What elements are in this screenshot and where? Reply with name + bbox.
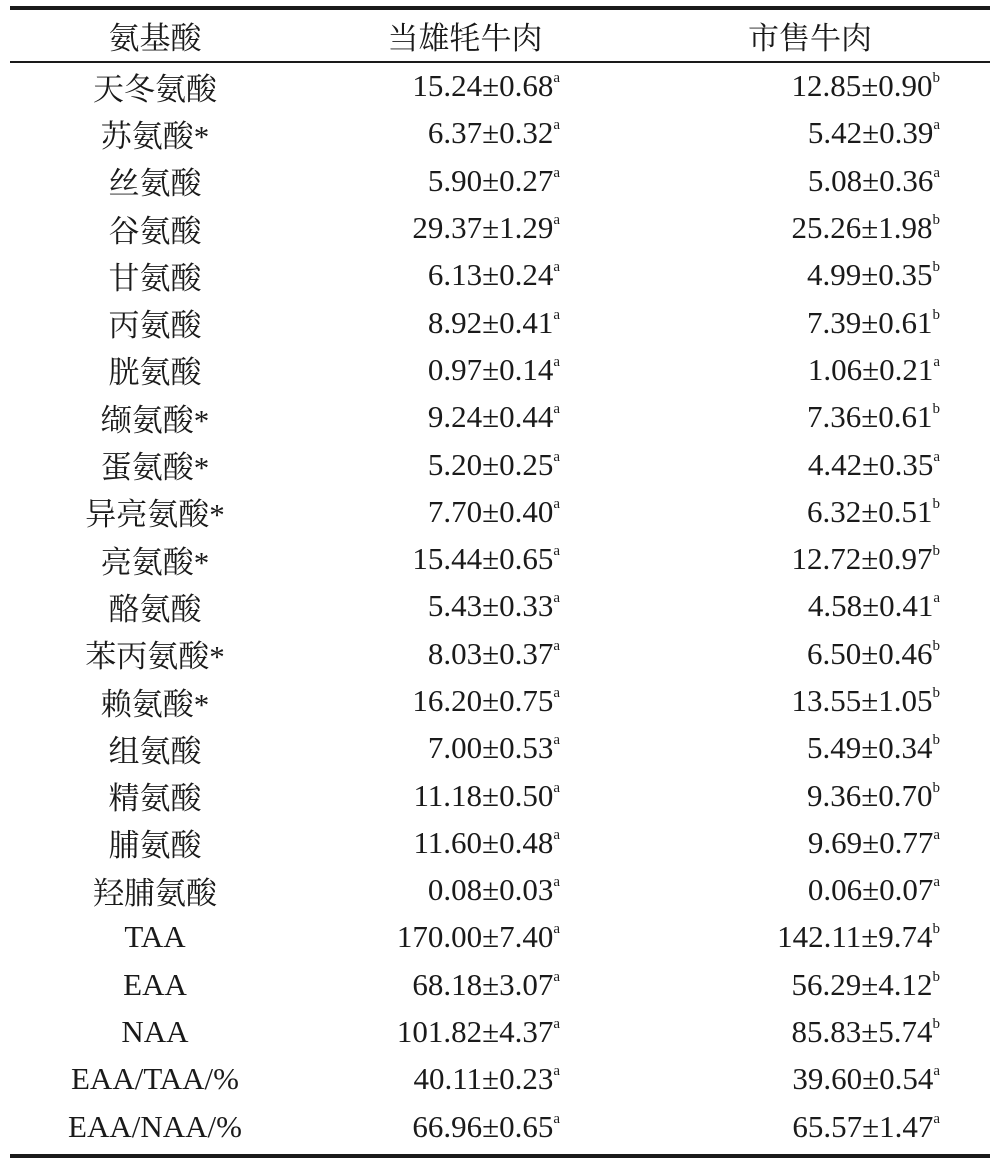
amino-acid-name: 精氨酸 — [108, 781, 202, 817]
amino-acid-name: TAA — [124, 919, 186, 955]
yak-value: 15.24±0.68 — [412, 68, 554, 104]
yak-significance-letter: a — [553, 1063, 560, 1080]
table-row — [10, 914, 990, 961]
yak-value-cell — [300, 257, 560, 293]
table-body — [10, 63, 990, 1151]
yak-significance-letter: a — [553, 164, 560, 181]
table-row — [10, 157, 990, 204]
amino-acid-name: 丝氨酸 — [108, 166, 202, 202]
table-row — [10, 441, 990, 488]
amino-acid-name: 赖氨酸* — [100, 686, 210, 722]
yak-value: 11.18±0.50 — [413, 777, 554, 813]
yak-value-cell — [300, 541, 560, 577]
amino-acid-name: 蛋氨酸* — [100, 450, 210, 486]
yak-value-cell — [300, 305, 560, 341]
table-row — [10, 204, 990, 251]
yak-significance-letter: a — [553, 306, 560, 323]
yak-value-cell — [300, 683, 560, 719]
table-row — [10, 1056, 990, 1103]
yak-value-cell — [300, 210, 560, 246]
yak-value: 9.24±0.44 — [427, 399, 554, 435]
yak-value-cell — [300, 352, 560, 388]
beef-significance-letter: b — [932, 306, 940, 323]
table-row — [10, 535, 990, 582]
beef-value-cell — [560, 967, 940, 1003]
table-row — [10, 110, 990, 157]
beef-value: 4.42±0.35 — [807, 446, 934, 482]
beef-significance-letter: a — [933, 826, 940, 843]
beef-value-cell — [560, 163, 940, 199]
amino-acid-name: 谷氨酸 — [108, 213, 202, 249]
beef-value: 7.36±0.61 — [806, 399, 933, 435]
amino-acid-name: 苏氨酸* — [100, 118, 210, 154]
beef-value-cell — [560, 636, 940, 672]
yak-value-cell — [300, 494, 560, 530]
yak-significance-letter: a — [553, 401, 560, 418]
yak-value: 0.08±0.03 — [427, 872, 554, 908]
beef-value-cell — [560, 730, 940, 766]
yak-value-cell — [300, 967, 560, 1003]
beef-value-cell — [560, 115, 940, 151]
table-row — [10, 346, 990, 393]
yak-significance-letter: a — [553, 921, 560, 938]
beef-value: 12.85±0.90 — [791, 68, 933, 104]
header-amino-acid: 氨基酸 — [108, 21, 202, 56]
yak-value: 8.03±0.37 — [427, 635, 554, 671]
table-row — [10, 299, 990, 346]
beef-significance-letter: b — [932, 685, 940, 701]
amino-acid-name: 天冬氨酸 — [93, 71, 217, 107]
header-dangxiong-yak: 当雄牦牛肉 — [387, 21, 543, 56]
beef-value-cell — [560, 210, 940, 246]
beef-significance-letter: a — [933, 353, 940, 370]
beef-value: 13.55±1.05 — [791, 683, 933, 718]
yak-significance-letter: a — [553, 826, 560, 843]
yak-value: 68.18±3.07 — [412, 966, 554, 1002]
beef-value: 85.83±5.74 — [791, 1014, 933, 1050]
beef-significance-letter: a — [933, 448, 940, 465]
table-header — [10, 10, 990, 61]
beef-value: 142.11±9.74 — [777, 919, 933, 955]
beef-value-cell — [560, 352, 940, 388]
yak-significance-letter: a — [553, 968, 560, 985]
beef-significance-letter: a — [933, 164, 940, 181]
beef-value-cell — [560, 541, 940, 577]
yak-significance-letter: a — [553, 353, 560, 370]
yak-value-cell — [300, 447, 560, 483]
beef-value-cell — [560, 447, 940, 483]
amino-acid-name: 脯氨酸 — [108, 828, 202, 864]
yak-value-cell — [300, 1014, 560, 1050]
table-row — [10, 772, 990, 819]
beef-value-cell — [560, 257, 940, 293]
yak-value-cell — [300, 825, 560, 861]
yak-significance-letter: a — [553, 1110, 560, 1127]
yak-value-cell — [300, 1109, 560, 1145]
table-row — [10, 252, 990, 299]
table-row — [10, 725, 990, 772]
beef-value: 12.72±0.97 — [791, 541, 933, 577]
beef-value-cell — [560, 1061, 940, 1097]
yak-value: 7.70±0.40 — [427, 493, 554, 529]
yak-value-cell — [300, 730, 560, 766]
beef-value-cell — [560, 825, 940, 861]
table-row — [10, 394, 990, 441]
beef-significance-letter: b — [932, 779, 940, 796]
yak-value: 66.96±0.65 — [412, 1108, 554, 1144]
beef-significance-letter: a — [933, 590, 940, 607]
beef-value: 25.26±1.98 — [791, 210, 933, 246]
amino-acid-name: EAA/TAA/% — [71, 1061, 239, 1097]
beef-significance-letter: b — [932, 968, 940, 985]
beef-value: 39.60±0.54 — [792, 1061, 934, 1097]
yak-value: 0.97±0.14 — [427, 351, 554, 387]
yak-value: 6.37±0.32 — [427, 115, 554, 151]
yak-value-cell — [300, 399, 560, 435]
beef-value: 65.57±1.47 — [792, 1108, 934, 1144]
yak-value: 16.20±0.75 — [412, 683, 554, 718]
beef-value-cell — [560, 1109, 940, 1145]
amino-acid-name: 组氨酸 — [108, 733, 202, 769]
amino-acid-name: 羟脯氨酸 — [93, 875, 217, 911]
yak-significance-letter: a — [553, 543, 560, 560]
amino-acid-name: 亮氨酸* — [100, 544, 210, 580]
table-row — [10, 867, 990, 914]
amino-acid-name: 异亮氨酸* — [85, 497, 225, 533]
beef-value: 0.06±0.07 — [807, 872, 934, 908]
amino-acid-name: 甘氨酸 — [108, 260, 202, 296]
table-row — [10, 1103, 990, 1150]
beef-significance-letter: a — [933, 117, 940, 134]
beef-value-cell — [560, 683, 940, 719]
amino-acid-name: EAA/NAA/% — [68, 1108, 242, 1144]
yak-value: 101.82±4.37 — [396, 1014, 554, 1050]
beef-significance-letter: b — [932, 732, 940, 749]
beef-value: 9.36±0.70 — [806, 777, 933, 813]
beef-value-cell — [560, 872, 940, 908]
beef-significance-letter: a — [933, 874, 940, 891]
yak-value: 7.00±0.53 — [427, 730, 554, 766]
amino-acid-name: NAA — [121, 1014, 189, 1050]
table-row — [10, 961, 990, 1008]
beef-value: 9.69±0.77 — [807, 824, 934, 860]
beef-value: 5.49±0.34 — [806, 730, 933, 766]
header-market-beef: 市售牛肉 — [748, 21, 872, 56]
beef-value-cell — [560, 494, 940, 530]
beef-value: 4.99±0.35 — [806, 257, 933, 293]
yak-value-cell — [300, 636, 560, 672]
yak-value-cell — [300, 778, 560, 814]
yak-value-cell — [300, 919, 560, 955]
table-row — [10, 583, 990, 630]
beef-value-cell — [560, 68, 940, 104]
yak-value-cell — [300, 163, 560, 199]
yak-value: 8.92±0.41 — [427, 304, 554, 340]
beef-significance-letter: b — [932, 495, 940, 512]
table-row — [10, 63, 990, 110]
yak-significance-letter: a — [553, 70, 560, 87]
table-row — [10, 819, 990, 866]
yak-significance-letter: a — [553, 685, 560, 701]
amino-acid-table — [10, 6, 990, 1158]
beef-value-cell — [560, 1014, 940, 1050]
beef-significance-letter: b — [932, 637, 940, 654]
beef-significance-letter: b — [932, 543, 940, 560]
yak-significance-letter: a — [553, 495, 560, 512]
yak-value: 29.37±1.29 — [412, 210, 554, 246]
beef-value-cell — [560, 399, 940, 435]
beef-value-cell — [560, 305, 940, 341]
amino-acid-name: 酪氨酸 — [108, 591, 202, 627]
yak-significance-letter: a — [553, 590, 560, 607]
beef-value-cell — [560, 778, 940, 814]
table-row — [10, 677, 990, 724]
yak-significance-letter: a — [553, 1016, 560, 1033]
beef-significance-letter: a — [933, 1063, 940, 1080]
yak-significance-letter: a — [553, 779, 560, 796]
beef-value: 1.06±0.21 — [807, 351, 934, 387]
yak-value: 170.00±7.40 — [396, 919, 554, 955]
amino-acid-name: 丙氨酸 — [108, 308, 202, 344]
beef-value: 5.08±0.36 — [807, 162, 934, 198]
beef-significance-letter: a — [933, 1110, 940, 1127]
yak-value: 5.20±0.25 — [427, 446, 554, 482]
beef-value: 56.29±4.12 — [791, 966, 933, 1002]
bottom-rule — [10, 1154, 990, 1158]
amino-acid-name: 胱氨酸 — [108, 355, 202, 391]
yak-value-cell — [300, 872, 560, 908]
table-row — [10, 488, 990, 535]
yak-value-cell — [300, 588, 560, 624]
yak-value: 40.11±0.23 — [413, 1061, 554, 1097]
yak-value-cell — [300, 115, 560, 151]
beef-value-cell — [560, 919, 940, 955]
yak-value: 5.43±0.33 — [427, 588, 554, 624]
yak-value: 5.90±0.27 — [427, 162, 554, 198]
yak-value: 15.44±0.65 — [412, 541, 554, 577]
yak-significance-letter: a — [553, 117, 560, 134]
beef-significance-letter: b — [932, 212, 940, 229]
beef-significance-letter: b — [932, 401, 940, 418]
beef-value: 4.58±0.41 — [807, 588, 934, 624]
yak-significance-letter: a — [553, 259, 560, 276]
beef-value: 5.42±0.39 — [807, 115, 934, 151]
table-row — [10, 630, 990, 677]
yak-value-cell — [300, 68, 560, 104]
beef-significance-letter: b — [932, 1016, 940, 1033]
beef-value: 6.50±0.46 — [806, 635, 933, 671]
amino-acid-name: EAA — [123, 966, 187, 1002]
amino-acid-name: 苯丙氨酸* — [85, 639, 225, 675]
yak-value: 11.60±0.48 — [413, 824, 554, 860]
yak-value-cell — [300, 1061, 560, 1097]
yak-significance-letter: a — [553, 212, 560, 229]
yak-significance-letter: a — [553, 874, 560, 891]
beef-value: 6.32±0.51 — [806, 493, 933, 529]
table-row — [10, 1008, 990, 1055]
yak-significance-letter: a — [553, 637, 560, 654]
beef-significance-letter: b — [932, 70, 940, 87]
beef-significance-letter: b — [932, 259, 940, 276]
beef-significance-letter: b — [932, 921, 940, 938]
amino-acid-name: 缬氨酸* — [100, 402, 210, 438]
beef-value: 7.39±0.61 — [806, 304, 933, 340]
yak-value: 6.13±0.24 — [427, 257, 554, 293]
yak-significance-letter: a — [553, 732, 560, 749]
yak-significance-letter: a — [553, 448, 560, 465]
beef-value-cell — [560, 588, 940, 624]
